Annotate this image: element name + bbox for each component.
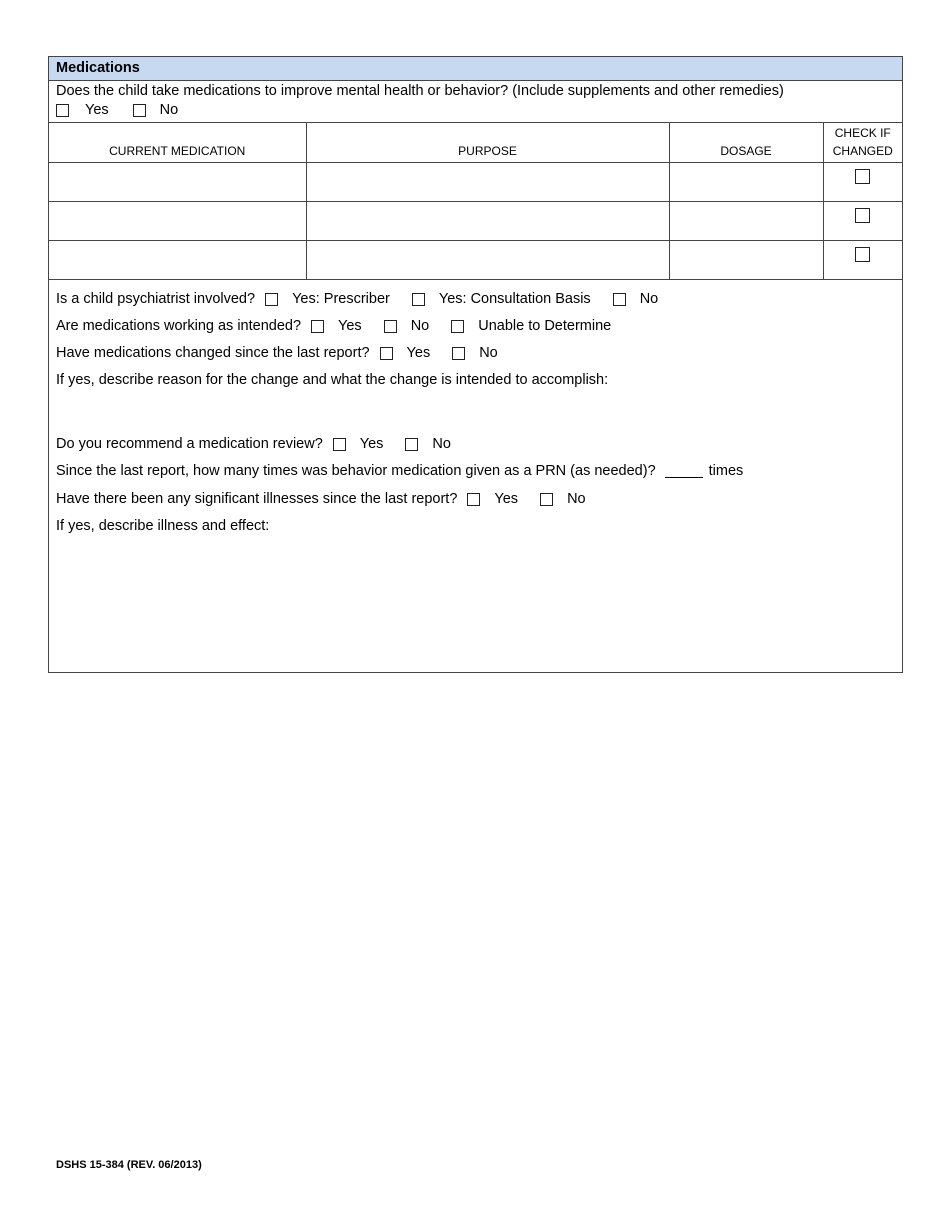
- review-yes-label: Yes: [359, 436, 384, 452]
- medication-input[interactable]: [49, 163, 306, 201]
- check-header-line2: CHANGED: [832, 144, 893, 158]
- illness-yes-checkbox[interactable]: [467, 493, 480, 506]
- section-title: Medications: [49, 57, 902, 81]
- psychiatrist-prescriber-checkbox[interactable]: [265, 293, 278, 306]
- changed-no-label: No: [479, 345, 498, 361]
- illness-no-label: No: [567, 491, 586, 507]
- column-header-medication: CURRENT MEDICATION: [49, 123, 306, 163]
- prn-count-input[interactable]: [665, 465, 703, 478]
- changed-checkbox[interactable]: [855, 247, 870, 262]
- illness-yes-label: Yes: [494, 491, 519, 507]
- review-label: Do you recommend a medication review?: [56, 436, 323, 452]
- question-review: [56, 435, 451, 453]
- changed-checkbox[interactable]: [855, 208, 870, 223]
- change-reason-input[interactable]: [56, 392, 891, 422]
- question-psychiatrist: [56, 290, 658, 308]
- dosage-input[interactable]: [670, 241, 823, 279]
- takes-medications-no-label: No: [159, 102, 179, 118]
- illness-no-checkbox[interactable]: [540, 493, 553, 506]
- psychiatrist-no-label: No: [639, 291, 659, 307]
- review-yes-checkbox[interactable]: [333, 438, 346, 451]
- column-header-check-if-changed: [823, 123, 902, 163]
- working-unable-label: Unable to Determine: [478, 318, 612, 334]
- review-no-label: No: [432, 436, 451, 452]
- working-unable-checkbox[interactable]: [451, 320, 464, 333]
- question-takes-medications: [49, 81, 902, 123]
- change-reason-label: If yes, describe reason for the change and what the change is intended to accomplish:: [56, 372, 609, 388]
- table-row: [49, 163, 902, 202]
- psychiatrist-label: Is a child psychiatrist involved?: [56, 291, 256, 307]
- column-header-dosage: DOSAGE: [669, 123, 823, 163]
- changed-label: Have medications changed since the last report?: [56, 345, 370, 361]
- medication-input[interactable]: [49, 241, 306, 279]
- purpose-input[interactable]: [307, 163, 669, 201]
- review-no-checkbox[interactable]: [405, 438, 418, 451]
- takes-medications-yes-checkbox[interactable]: [56, 104, 69, 117]
- purpose-input[interactable]: [307, 202, 669, 240]
- prn-unit-label: times: [708, 463, 744, 479]
- psychiatrist-consultation-checkbox[interactable]: [412, 293, 425, 306]
- dosage-input[interactable]: [670, 163, 823, 201]
- question-takes-medications-text: Does the child take medications to improve mental health or behavior? (Include supplements and other remedies): [56, 83, 784, 99]
- table-row: [49, 241, 902, 280]
- medications-table: [49, 123, 902, 280]
- table-row: [49, 202, 902, 241]
- working-yes-label: Yes: [338, 318, 362, 334]
- illness-desc-label: If yes, describe illness and effect:: [56, 518, 270, 534]
- question-working: [56, 317, 611, 335]
- psychiatrist-prescriber-label: Yes: Prescriber: [292, 291, 390, 307]
- column-header-purpose: PURPOSE: [306, 123, 669, 163]
- dosage-input[interactable]: [670, 202, 823, 240]
- takes-medications-no-checkbox[interactable]: [133, 104, 146, 117]
- prn-label: Since the last report, how many times was behavior medication given as a PRN (as needed)?: [56, 463, 656, 479]
- medication-questions: [49, 280, 902, 672]
- working-yes-checkbox[interactable]: [311, 320, 324, 333]
- changed-no-checkbox[interactable]: [452, 347, 465, 360]
- takes-medications-yes-label: Yes: [85, 102, 109, 118]
- working-label: Are medications working as intended?: [56, 318, 302, 334]
- question-changed: [56, 344, 498, 362]
- check-header-line1: CHECK IF: [834, 126, 891, 140]
- medication-input[interactable]: [49, 202, 306, 240]
- changed-yes-checkbox[interactable]: [380, 347, 393, 360]
- psychiatrist-no-checkbox[interactable]: [613, 293, 626, 306]
- psychiatrist-consultation-label: Yes: Consultation Basis: [438, 291, 591, 307]
- table-header-row: [49, 123, 902, 163]
- changed-checkbox[interactable]: [855, 169, 870, 184]
- purpose-input[interactable]: [307, 241, 669, 279]
- question-prn: [56, 462, 743, 480]
- working-no-label: No: [410, 318, 430, 334]
- illness-desc-input[interactable]: [56, 538, 891, 664]
- illness-label: Have there been any significant illnesses since the last report?: [56, 491, 458, 507]
- form-id-footer: DSHS 15-384 (REV. 06/2013): [56, 1159, 202, 1171]
- question-illness: [56, 490, 586, 508]
- changed-yes-label: Yes: [406, 345, 431, 361]
- medications-section: [48, 56, 903, 673]
- working-no-checkbox[interactable]: [384, 320, 397, 333]
